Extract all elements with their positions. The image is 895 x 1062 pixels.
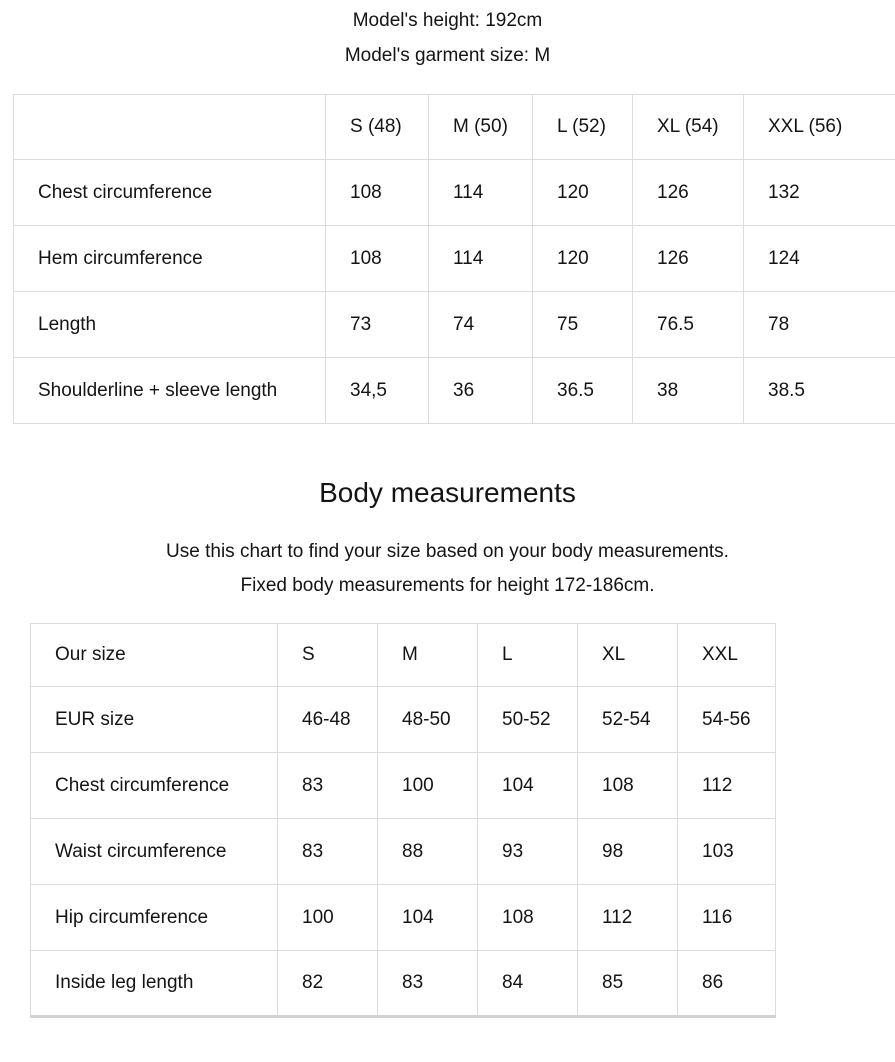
column-header-cell: M (50): [429, 95, 533, 160]
column-header-cell: L (52): [533, 95, 633, 160]
row-label-cell: Inside leg length: [31, 951, 278, 1017]
table-row: [14, 292, 895, 358]
value-cell: 93: [478, 819, 578, 885]
row-label-cell: Chest circumference: [14, 160, 326, 226]
table-row: [14, 358, 895, 424]
value-cell: 85: [578, 951, 678, 1017]
row-label-cell: Our size: [31, 624, 278, 687]
value-cell: L: [478, 624, 578, 687]
value-cell: 112: [678, 753, 776, 819]
value-cell: M: [378, 624, 478, 687]
value-cell: 46-48: [278, 687, 378, 753]
value-cell: 114: [429, 226, 533, 292]
value-cell: 78: [744, 292, 895, 358]
value-cell: 86: [678, 951, 776, 1017]
value-cell: 108: [578, 753, 678, 819]
value-cell: 83: [378, 951, 478, 1017]
value-cell: 73: [326, 292, 429, 358]
value-cell: S: [278, 624, 378, 687]
body-measurements-subtitle-line1: Use this chart to find your size based on your body measurements.: [166, 541, 729, 562]
value-cell: 50-52: [478, 687, 578, 753]
value-cell: 100: [278, 885, 378, 951]
value-cell: 120: [533, 226, 633, 292]
row-label-cell: EUR size: [31, 687, 278, 753]
value-cell: 126: [633, 160, 744, 226]
value-cell: 83: [278, 753, 378, 819]
row-label-cell: Chest circumference: [31, 753, 278, 819]
table-row: [31, 687, 776, 753]
value-cell: 88: [378, 819, 478, 885]
model-info-block: [0, 0, 895, 66]
value-cell: 112: [578, 885, 678, 951]
column-header-cell: XXL (56): [744, 95, 895, 160]
value-cell: 75: [533, 292, 633, 358]
row-label-cell: Length: [14, 292, 326, 358]
value-cell: 38: [633, 358, 744, 424]
table-row: [31, 885, 776, 951]
corner-cell: [14, 95, 326, 160]
value-cell: 104: [478, 753, 578, 819]
body-measurements-table: [30, 623, 776, 1018]
table-row: [31, 753, 776, 819]
row-label-cell: Waist circumference: [31, 819, 278, 885]
garment-table-container: [13, 94, 895, 424]
value-cell: 126: [633, 226, 744, 292]
model-height-text: Model's height: 192cm: [352, 10, 543, 31]
value-cell: 84: [478, 951, 578, 1017]
value-cell: 34,5: [326, 358, 429, 424]
table-row: [31, 624, 776, 687]
garment-measurements-table: [13, 94, 895, 424]
value-cell: 48-50: [378, 687, 478, 753]
table-row: [14, 160, 895, 226]
table-row: [31, 951, 776, 1017]
table-header-row: [14, 95, 895, 160]
table-row: [14, 226, 895, 292]
value-cell: 38.5: [744, 358, 895, 424]
value-cell: 132: [744, 160, 895, 226]
row-label-cell: Hip circumference: [31, 885, 278, 951]
value-cell: 36: [429, 358, 533, 424]
value-cell: 114: [429, 160, 533, 226]
value-cell: 52-54: [578, 687, 678, 753]
value-cell: XL: [578, 624, 678, 687]
model-garment-size-text: Model's garment size: M: [344, 45, 551, 66]
value-cell: 82: [278, 951, 378, 1017]
value-cell: XXL: [678, 624, 776, 687]
row-label-cell: Hem circumference: [14, 226, 326, 292]
value-cell: 74: [429, 292, 533, 358]
value-cell: 120: [533, 160, 633, 226]
value-cell: 100: [378, 753, 478, 819]
column-header-cell: S (48): [326, 95, 429, 160]
value-cell: 108: [326, 160, 429, 226]
value-cell: 104: [378, 885, 478, 951]
value-cell: 103: [678, 819, 776, 885]
value-cell: 98: [578, 819, 678, 885]
value-cell: 108: [478, 885, 578, 951]
value-cell: 124: [744, 226, 895, 292]
body-measurements-subtitle-line2: Fixed body measurements for height 172-186cm.: [240, 575, 655, 596]
body-measurements-title: Body measurements: [319, 477, 576, 508]
value-cell: 116: [678, 885, 776, 951]
table-row: [31, 819, 776, 885]
value-cell: 108: [326, 226, 429, 292]
column-header-cell: XL (54): [633, 95, 744, 160]
value-cell: 83: [278, 819, 378, 885]
row-label-cell: Shoulderline + sleeve length: [14, 358, 326, 424]
value-cell: 54-56: [678, 687, 776, 753]
value-cell: 76.5: [633, 292, 744, 358]
value-cell: 36.5: [533, 358, 633, 424]
